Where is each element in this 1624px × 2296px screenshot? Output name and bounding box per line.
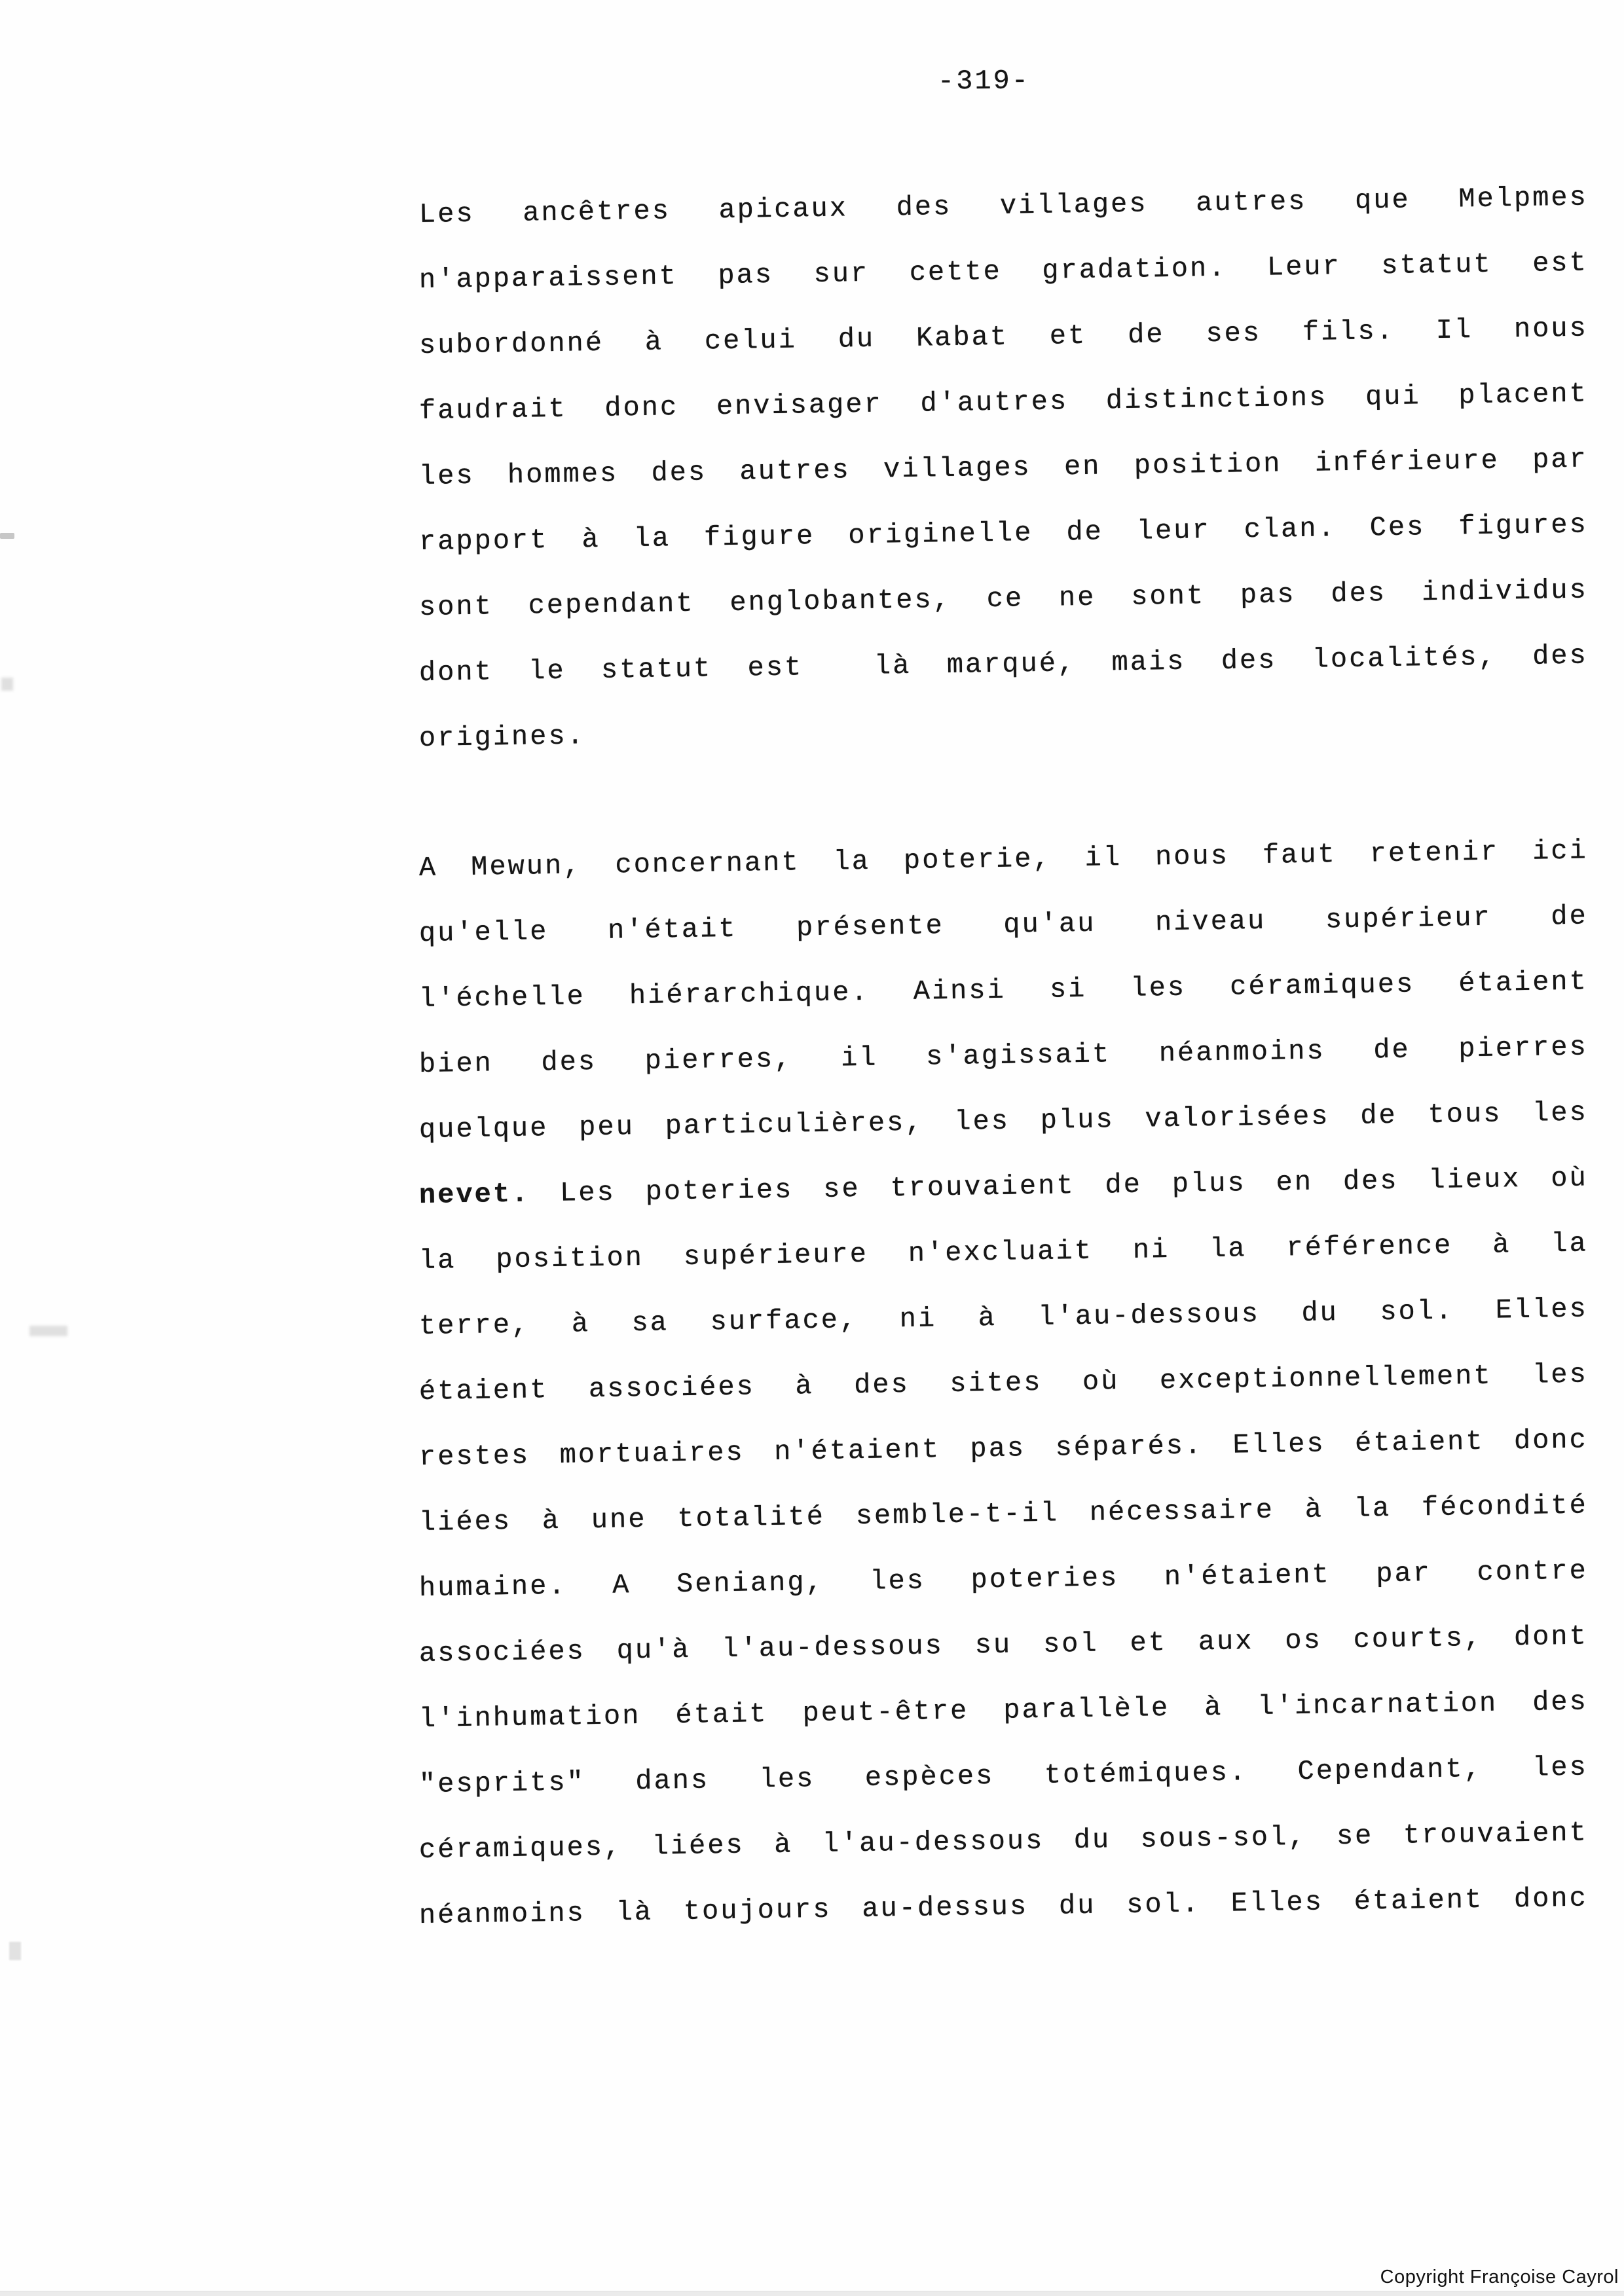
text-line: qu'elle n'était présente qu'au niveau supérieur de [418, 900, 1589, 949]
text-line: néanmoins là toujours au-dessus du sol. Elles étaient donc [418, 1882, 1589, 1931]
text-line: l'inhumation était peut-être parallèle à l'incarnation des [418, 1686, 1589, 1735]
scan-artifact [9, 1942, 21, 1960]
text-line: céramiques, liées à l'au-dessous du sous-sol, se trouvaient [418, 1817, 1589, 1866]
text-line: rapport à la figure originelle de leur clan. Ces figures [418, 509, 1589, 558]
page-number: -319- [937, 65, 1031, 98]
text-line: faudrait donc envisager d'autres distinctions qui placent [418, 378, 1589, 427]
text-line: terre, à sa surface, ni à l'au-dessous du sol. Elles [418, 1293, 1589, 1342]
scan-artifact [1, 678, 13, 691]
text-line: quelque peu particulières, les plus valorisées de tous les [418, 1097, 1589, 1146]
text-line: A Mewun, concernant la poterie, il nous faut retenir ici [418, 835, 1589, 884]
text-line: associées qu'à l'au-dessous su sol et aux os courts, dont [418, 1620, 1589, 1669]
text-line: subordonné à celui du Kabat et de ses fils. Il nous [418, 312, 1589, 361]
bottom-scan-edge [0, 2291, 1624, 2296]
bold-term: nevet. [418, 1178, 530, 1211]
text-line: restes mortuaires n'étaient pas séparés. Elles étaient donc [418, 1424, 1589, 1473]
scan-artifact [29, 1326, 67, 1336]
text-line: "esprits" dans les espèces totémiques. Cependant, les [418, 1751, 1589, 1800]
text-line: la position supérieure n'excluait ni la référence à la [418, 1228, 1589, 1277]
text-line: bien des pierres, il s'agissait néanmoins de pierres [418, 1031, 1589, 1080]
paragraph-1 [419, 182, 1588, 771]
text-line: l'échelle hiérarchique. Ainsi si les céramiques étaient [418, 966, 1589, 1015]
paragraph-2 [419, 835, 1588, 1948]
text-line: n'apparaissent pas sur cette gradation. Leur statut est [418, 247, 1589, 296]
text-line: sont cependant englobantes, ce ne sont pas des individus [418, 574, 1589, 623]
text-line-rest: Les poteries se trouvaient de plus en des lieux où [529, 1162, 1589, 1210]
text-line: humaine. A Seniang, les poteries n'étaient par contre [418, 1555, 1589, 1604]
scan-artifact [0, 533, 14, 539]
text-line: dont le statut est là marqué, mais des localités, des [418, 640, 1589, 689]
text-line: Les ancêtres apicaux des villages autres que Melpmes [418, 181, 1589, 230]
copyright-text: Copyright Françoise Cayrol [1380, 2267, 1619, 2287]
text-line: origines. [418, 720, 586, 754]
typed-text-block [419, 52, 1588, 1948]
text-line: étaient associées à des sites où exceptionnellement les [418, 1358, 1589, 1408]
text-line: liées à une totalité semble-t-il nécessaire à la fécondité [418, 1489, 1589, 1539]
text-line: les hommes des autres villages en position inférieure par [418, 443, 1589, 492]
